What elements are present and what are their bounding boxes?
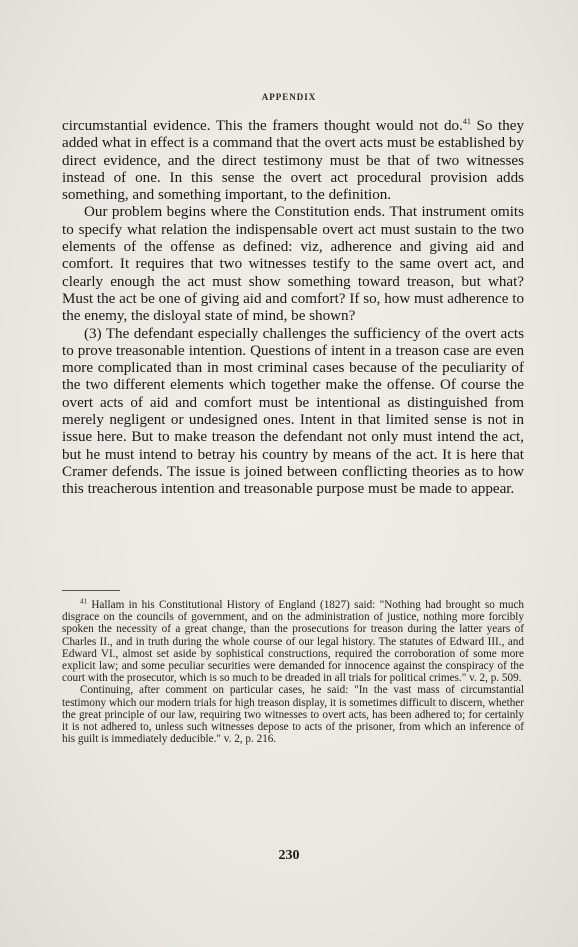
footnote-rule bbox=[62, 590, 120, 591]
running-head: APPENDIX bbox=[261, 92, 317, 102]
footnote: Continuing, after comment on particular cases, he said: "In the vast mass of circumstantial testimony which our modern trials for high treason display, it is sometimes difficult to discern, whether the great principle of our law, requiring two witnesses to overt acts, has been adhered to; for certainly it is not adhered to, unless such witnesses depose to acts of the prisoner, from which an inference of his guilt is immediately deducible." v. 2, p. 216. bbox=[62, 684, 524, 746]
paragraph: (3) The defendant especially challenges the sufficiency of the overt acts to prove treasonable intention. Questions of intent in a treason case are even more complicated than in most criminal cases because of the peculiarity of the two different elements which together make the offense. Of course the overt acts of aid and comfort must be intentional as distinguished from merely negligent or undesigned ones. Intent in that limited sense is not in issue here. But to make treason the defendant not only must intend the act, but he must intend to betray his country by means of the act. It is here that Cramer defends. The issue is joined between conflicting theories as to how this treacherous intention and treasonable purpose must be made to appear. bbox=[62, 325, 524, 498]
footnote-marker: 41 bbox=[80, 597, 87, 606]
paragraph-text: So they added what in effect is a command that the overt acts must be established by direct evidence, and the direct testimony must be that of two witnesses instead of one. In this sense the overt act procedural provision adds something, and something important, to the definition. bbox=[62, 118, 525, 204]
paragraph: Our problem begins where the Constitution ends. That instrument omits to specify what relation the indispensable overt act must sustain to the two elements of the offense as defined: viz, adherence and giving aid and comfort. It requires that two witnesses testify to the same overt act, and clearly enough the act must show something toward treason, but what? Must the act be one of giving aid and comfort? If so, how must adherence to the enemy, the disloyal state of mind, be shown? bbox=[62, 204, 524, 325]
paragraph-text: circumstantial evidence. This the framers thought would not do. bbox=[62, 118, 463, 134]
paragraph bbox=[62, 118, 524, 204]
page-number: 230 bbox=[278, 848, 300, 863]
footnotes bbox=[62, 599, 524, 745]
footnote-reference: 41 bbox=[462, 116, 471, 126]
footnote-text: Hallam in his Constitutional History of England (1827) said: "Nothing had brought so much disgrace on the councils of government, and on the administration of justice, nothing more forcibly spoken the necessity of a great change, than the prosecutions for treason during the latter years of Charles II., and in truth during the whole course of our legal history. The statutes of Edward III., and Edward VI., almost set aside by sophistical constructions, required the corroboration of some more explicit law; and some peculiar securities were demanded for innocence against the conspiracy of the court with the prosecutor, which is so much to be dreaded in all trials for political crimes." v. 2, p. 509. bbox=[62, 599, 524, 685]
footnote bbox=[62, 599, 524, 684]
body-text bbox=[62, 118, 524, 499]
